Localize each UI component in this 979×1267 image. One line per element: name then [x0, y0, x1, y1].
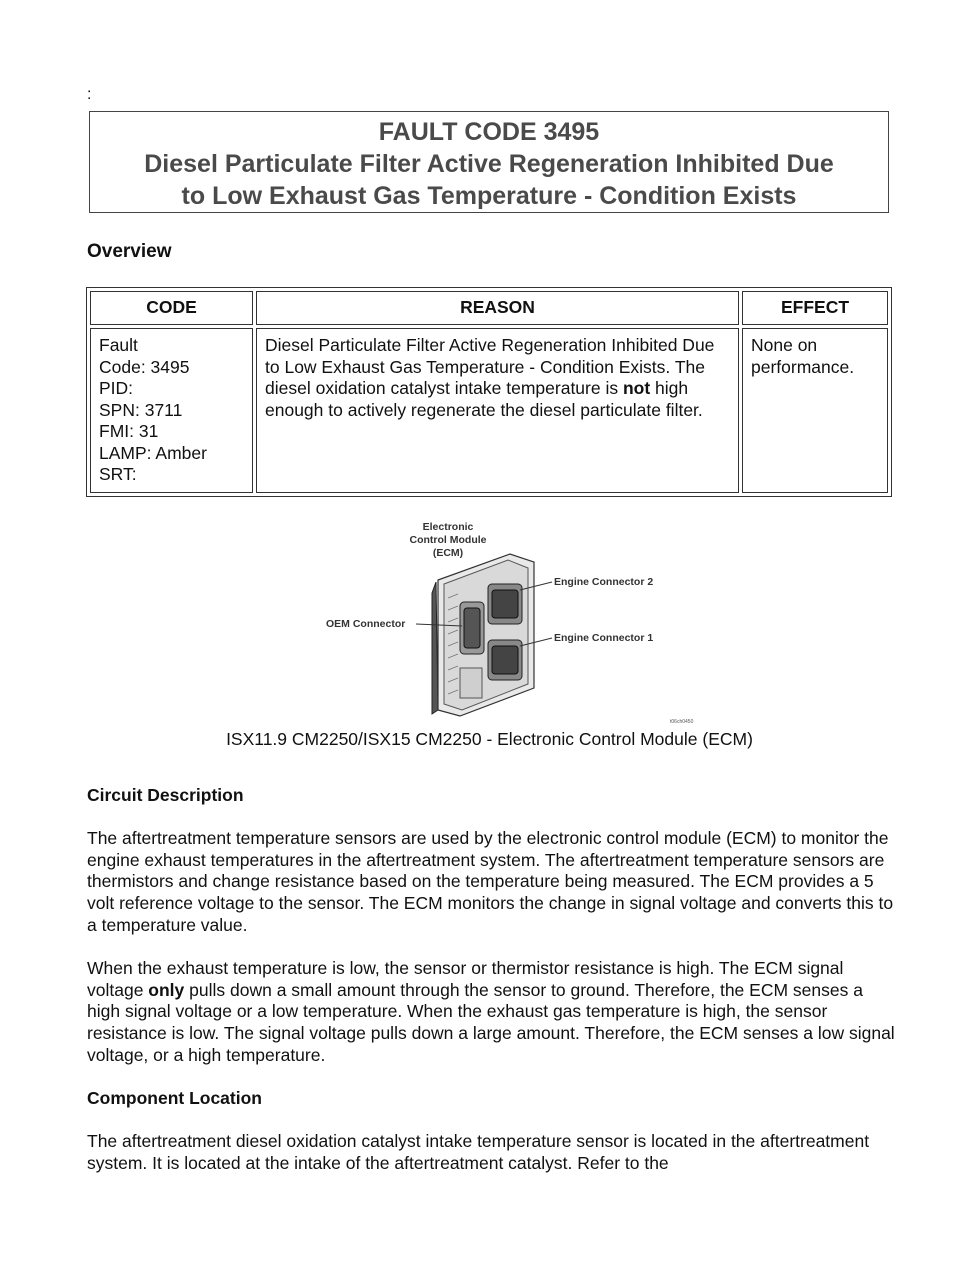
- code-line: SPN: 3711: [99, 399, 183, 420]
- component-paragraph-1: The aftertreatment diesel oxidation catalyst intake temperature sensor is located in the aftertreatment system. It is located at the intake of the aftertreatment catalyst. Refer to the: [87, 1131, 870, 1173]
- header-effect: EFFECT: [742, 291, 888, 325]
- code-line: PID:: [99, 378, 134, 398]
- circuit-p2-post: pulls down a small amount through the sensor to ground. Therefore, the ECM senses a high signal voltage or a low temperature. When the exhaust gas temperature is high, the sensor resistance is low. The signal voltage pulls down a large amount. Therefore, the ECM senses a low signal voltage, or a high temperature.: [87, 979, 895, 1065]
- engine-connector-1-label: Engine Connector 1: [554, 632, 654, 644]
- fault-description-line2: to Low Exhaust Gas Temperature - Condition Exists: [181, 182, 797, 210]
- component-location-heading: Component Location: [87, 1088, 262, 1108]
- circuit-description-heading: Circuit Description: [87, 785, 244, 805]
- oem-connector-label: OEM Connector: [326, 618, 406, 630]
- ecm-label-line3: (ECM): [432, 547, 464, 559]
- code-line: SRT:: [99, 464, 137, 484]
- code-line: Code: 3495: [99, 356, 190, 377]
- ecm-label-line2: Control Module: [409, 534, 487, 546]
- fault-code-title: FAULT CODE 3495: [378, 118, 600, 146]
- fault-description-line1: Diesel Particulate Filter Active Regeneration Inhibited Due: [144, 150, 834, 178]
- circuit-paragraph-2: [87, 958, 897, 1067]
- reason-text-post: high enough to actively regenerate the diesel particulate filter.: [265, 378, 703, 420]
- effect-cell: None on performance.: [742, 328, 888, 493]
- figure-caption: ISX11.9 CM2250/ISX15 CM2250 - Electronic Control Module (ECM): [226, 729, 753, 749]
- overview-heading: Overview: [87, 241, 172, 262]
- ecm-label-line1: Electronic: [422, 521, 474, 533]
- engine-connector-2-label: Engine Connector 2: [554, 576, 654, 588]
- header-code: CODE: [90, 291, 253, 325]
- header-reason: REASON: [256, 291, 739, 325]
- reason-text-pre: Diesel Particulate Filter Active Regeneration Inhibited Due to Low Exhaust Gas Temperature - Condition Exists. The diesel oxidation catalyst intake temperature is: [265, 335, 715, 398]
- circuit-p2-bold: only: [148, 979, 185, 1000]
- code-line: LAMP: Amber: [99, 442, 207, 463]
- page-prefix: :: [87, 86, 92, 103]
- code-line: Fault: [99, 335, 138, 355]
- circuit-paragraph-1: The aftertreatment temperature sensors are used by the electronic control module (ECM) to monitor the engine exhaust temperatures in the aftertreatment system. The aftertreatment temperature sensors are thermistors and change resistance based on the temperature being measured. The ECM provides a 5 volt reference voltage to the sensor. The ECM monitors the change in signal voltage and converts this to a temperature value.: [87, 828, 894, 935]
- table-row: [90, 328, 888, 493]
- code-cell: [90, 328, 253, 493]
- ecm-module-drawing: [416, 554, 552, 716]
- fault-overview-table: [86, 287, 892, 497]
- code-line: FMI: 31: [99, 421, 159, 441]
- table-header-row: [90, 291, 888, 325]
- reason-cell: [256, 328, 739, 493]
- fault-title-box: [89, 111, 889, 213]
- figure-code: t06ch0450: [670, 719, 694, 725]
- ecm-diagram: [320, 518, 694, 728]
- circuit-p2-pre: When the exhaust temperature is low, the sensor or thermistor resistance is high. The ECM signal voltage: [87, 958, 844, 1000]
- reason-text-bold: not: [622, 378, 651, 398]
